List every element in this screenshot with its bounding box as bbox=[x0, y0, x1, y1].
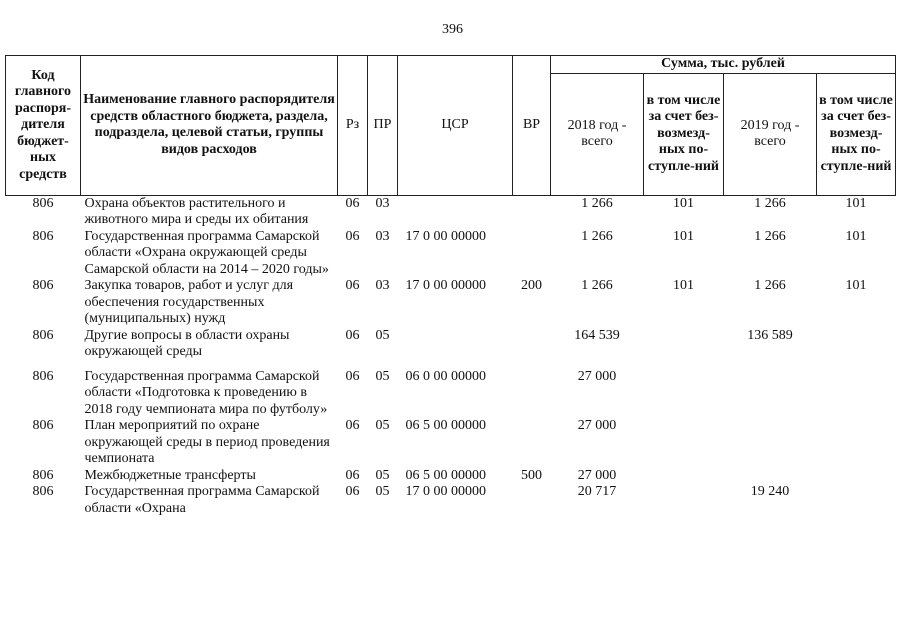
header-2018-total: 2018 год - всего bbox=[551, 73, 644, 195]
cell-2018-free: 101 bbox=[673, 195, 694, 211]
cell-csr: 06 5 00 00000 bbox=[405, 418, 486, 433]
table-row bbox=[6, 328, 896, 369]
cell-2018-total: 1 266 bbox=[581, 228, 613, 244]
cell-2019-free bbox=[817, 418, 896, 468]
header-rz: Рз bbox=[338, 56, 368, 196]
cell-2018-free bbox=[644, 328, 724, 369]
header-name: Наименование главного распорядителя средств областного бюджета, раздела, подраздела, целевой статьи, группы видов расходов bbox=[81, 56, 338, 196]
cell-pr: 05 bbox=[375, 368, 390, 384]
cell-name: Закупка товаров, работ и услуг для обеспечения государственных (муниципальных) нужд bbox=[84, 278, 294, 326]
cell-rz: 06 bbox=[345, 195, 360, 211]
table-row bbox=[6, 195, 896, 229]
cell-2018-free bbox=[644, 468, 724, 485]
header-2018-free: в том числе за счет без-возмезд-ных по-ступле-ний bbox=[644, 73, 724, 195]
cell-2019-total bbox=[724, 468, 817, 485]
cell-name: Другие вопросы в области охраны окружающей среды bbox=[84, 327, 290, 359]
header-code: Код главного распоря-дителя бюджет-ных средств bbox=[6, 56, 81, 196]
cell-pr: 05 bbox=[375, 467, 390, 483]
cell-vr: 200 bbox=[521, 278, 542, 293]
cell-code: 806 bbox=[32, 228, 54, 244]
cell-2019-total: 1 266 bbox=[754, 195, 786, 211]
cell-name: Охрана объектов растительного и животного мира и среды их обитания bbox=[84, 195, 309, 227]
cell-rz: 06 bbox=[345, 228, 360, 244]
table-row bbox=[6, 278, 896, 328]
header-sum: Сумма, тыс. рублей bbox=[551, 56, 896, 74]
cell-2019-total: 19 240 bbox=[750, 484, 790, 499]
cell-2019-free: 101 bbox=[845, 278, 867, 293]
cell-pr: 03 bbox=[375, 228, 390, 244]
cell-vr: 500 bbox=[521, 467, 542, 483]
cell-code: 806 bbox=[32, 467, 54, 483]
cell-code: 806 bbox=[32, 195, 54, 211]
cell-2019-free bbox=[817, 328, 896, 369]
cell-2019-total: 136 589 bbox=[747, 327, 793, 343]
cell-2018-total: 27 000 bbox=[577, 368, 617, 384]
cell-name: Государственная программа Самарской области «Охрана bbox=[84, 484, 320, 516]
header-pr: ПР bbox=[368, 56, 398, 196]
cell-csr: 06 5 00 00000 bbox=[405, 467, 486, 483]
cell-2018-total: 27 000 bbox=[577, 418, 617, 433]
budget-table bbox=[5, 55, 896, 517]
cell-rz: 06 bbox=[345, 368, 360, 384]
cell-code: 806 bbox=[32, 278, 54, 293]
cell-vr bbox=[513, 328, 551, 369]
cell-2018-free: 101 bbox=[673, 228, 694, 244]
cell-pr: 05 bbox=[375, 418, 390, 433]
cell-csr: 06 0 00 00000 bbox=[405, 368, 486, 384]
cell-rz: 06 bbox=[345, 467, 360, 483]
cell-pr: 03 bbox=[375, 195, 390, 211]
cell-2019-total: 1 266 bbox=[754, 278, 786, 293]
cell-pr: 05 bbox=[375, 327, 390, 343]
cell-code: 806 bbox=[32, 368, 54, 384]
cell-2019-free: 101 bbox=[845, 195, 867, 211]
cell-2019-total bbox=[724, 369, 817, 419]
cell-2019-total: 1 266 bbox=[754, 228, 786, 244]
header-vr: ВР bbox=[513, 56, 551, 196]
table-header bbox=[6, 56, 896, 196]
cell-csr: 17 0 00 00000 bbox=[405, 484, 486, 499]
cell-2019-free bbox=[817, 468, 896, 485]
table-row bbox=[6, 369, 896, 419]
cell-vr bbox=[513, 229, 551, 279]
cell-2018-free: 101 bbox=[673, 278, 694, 293]
cell-2018-free bbox=[644, 369, 724, 419]
page-number: 396 bbox=[442, 22, 463, 37]
cell-csr: 17 0 00 00000 bbox=[405, 228, 486, 244]
header-csr: ЦСР bbox=[398, 56, 513, 196]
cell-name: Межбюджетные трансферты bbox=[84, 467, 256, 483]
cell-rz: 06 bbox=[345, 278, 360, 293]
cell-pr: 03 bbox=[375, 278, 390, 293]
cell-csr bbox=[398, 328, 513, 369]
cell-code: 806 bbox=[32, 327, 54, 343]
table-row bbox=[6, 484, 896, 517]
cell-2018-free bbox=[644, 484, 724, 517]
cell-code: 806 bbox=[32, 484, 54, 499]
cell-csr bbox=[398, 195, 513, 229]
header-2019-free: в том числе за счет без-возмезд-ных по-ступле-ний bbox=[817, 73, 896, 195]
cell-rz: 06 bbox=[345, 484, 360, 499]
table-row bbox=[6, 229, 896, 279]
cell-rz: 06 bbox=[345, 327, 360, 343]
cell-pr: 05 bbox=[375, 484, 390, 499]
cell-name: Государственная программа Самарской области «Охрана окружающей среды Самарской области на 2014 – 2020 годы» bbox=[84, 228, 329, 277]
cell-2019-free: 101 bbox=[845, 228, 867, 244]
cell-2018-total: 1 266 bbox=[581, 195, 613, 211]
cell-2018-total: 1 266 bbox=[581, 278, 613, 293]
cell-2019-total bbox=[724, 418, 817, 468]
cell-name: Государственная программа Самарской области «Подготовка к проведению в 2018 году чемпионата мира по футболу» bbox=[84, 368, 328, 417]
cell-vr bbox=[513, 418, 551, 468]
cell-2019-free bbox=[817, 484, 896, 517]
cell-2018-total: 20 717 bbox=[577, 484, 617, 499]
cell-2018-total: 27 000 bbox=[577, 467, 617, 483]
table-row bbox=[6, 468, 896, 485]
cell-2019-free bbox=[817, 369, 896, 419]
cell-2018-free bbox=[644, 418, 724, 468]
cell-vr bbox=[513, 195, 551, 229]
cell-rz: 06 bbox=[345, 418, 360, 433]
cell-vr bbox=[513, 369, 551, 419]
cell-code: 806 bbox=[32, 418, 54, 433]
cell-2018-total: 164 539 bbox=[574, 327, 620, 343]
table-body bbox=[6, 195, 896, 517]
header-2019-total: 2019 год - всего bbox=[724, 73, 817, 195]
cell-name: План мероприятий по охране окружающей среды в период проведения чемпионата bbox=[84, 418, 330, 466]
cell-csr: 17 0 00 00000 bbox=[405, 278, 486, 293]
table-row bbox=[6, 418, 896, 468]
cell-vr bbox=[513, 484, 551, 517]
